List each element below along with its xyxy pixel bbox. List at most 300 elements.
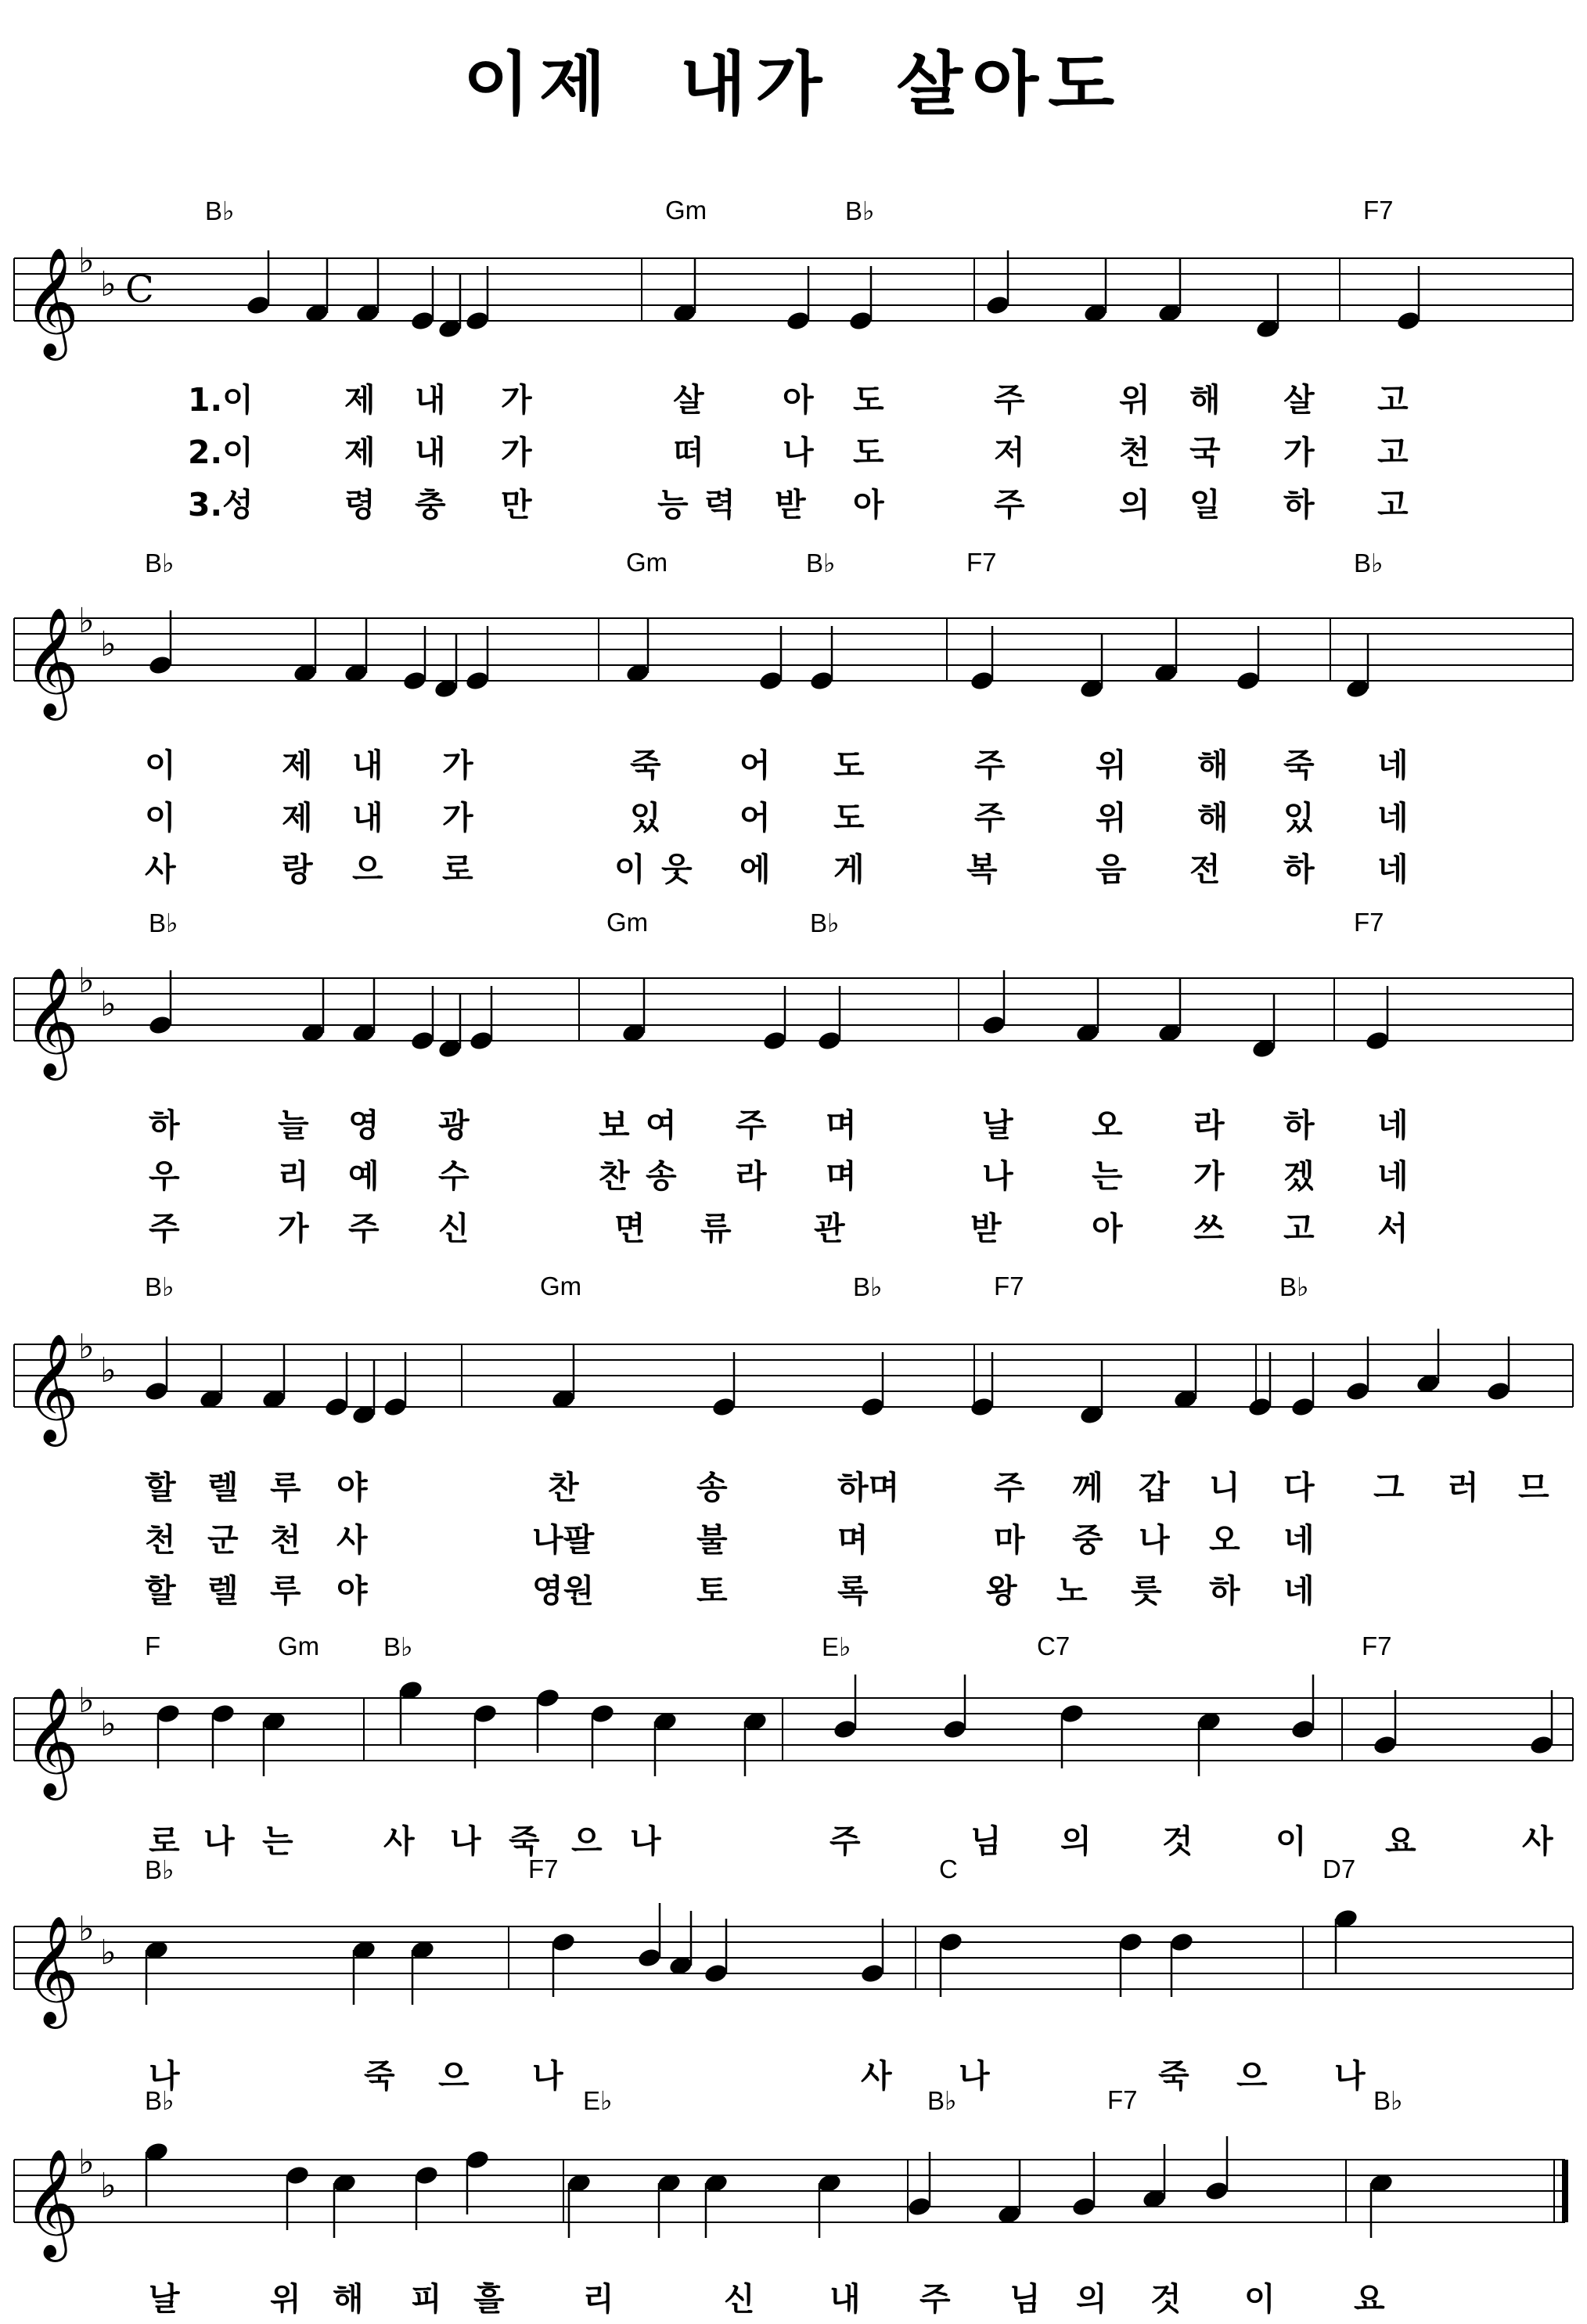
note-head — [382, 1396, 408, 1418]
key-signature-flat-icon: ♭ — [100, 2166, 117, 2206]
lyric-syllable: 국 — [1189, 434, 1221, 471]
lyric-syllable: 주 — [829, 1822, 861, 1860]
lyric-syllable: 네 — [1377, 1157, 1409, 1195]
lyric-line — [0, 1150, 1587, 1195]
note-head — [284, 2164, 310, 2186]
chord-symbol: E♭ — [822, 1632, 851, 1661]
lyric-syllable: 제 — [282, 799, 313, 836]
lyric-syllable: 제 — [282, 746, 313, 784]
chord-symbol: B♭ — [1279, 1272, 1309, 1301]
lyric-syllable: 루 — [270, 1572, 301, 1610]
chord-symbol: F7 — [1362, 1631, 1392, 1660]
chord-symbol: B♭ — [145, 1272, 175, 1301]
lyric-syllable: 보 — [599, 1106, 630, 1144]
lyric-syllable: 주 — [974, 746, 1006, 784]
lyric-syllable: 것 — [1150, 2280, 1182, 2318]
lyric-syllable: 죽 — [630, 746, 661, 784]
note-head — [323, 1396, 349, 1418]
lyric-line — [0, 844, 1587, 888]
lyric-syllable: 랑 — [282, 851, 313, 888]
lyric-syllable: 어 — [740, 746, 771, 784]
lyric-line — [0, 374, 1587, 419]
lyric-syllable: 제 — [344, 381, 376, 419]
lyric-syllable: 살 — [673, 381, 704, 419]
lyric-syllable: 예 — [348, 1157, 380, 1195]
note-head — [1168, 1931, 1194, 1953]
lyric-syllable: 해 — [1189, 381, 1221, 419]
lyric-syllable: 사 — [145, 851, 176, 888]
lyric-syllable: 죽 — [1283, 746, 1315, 784]
key-signature-flat-icon: ♭ — [78, 1327, 95, 1367]
lyric-syllable: 는 — [262, 1822, 293, 1860]
lyric-syllable: 네 — [1283, 1572, 1315, 1610]
lyric-syllable: 하 — [1283, 486, 1315, 523]
lyric-syllable: 리 — [583, 2280, 614, 2318]
lyric-line — [0, 2050, 1587, 2095]
lyric-syllable: 니 — [1209, 1469, 1240, 1506]
key-signature-flat-icon: ♭ — [78, 1681, 95, 1721]
note-head — [981, 1014, 1006, 1036]
staff-system — [14, 961, 1573, 1081]
lyric-syllable: 그 — [1373, 1469, 1405, 1506]
treble-clef-icon: 𝄞 — [23, 967, 79, 1076]
lyric-syllable: 군 — [207, 1521, 239, 1559]
lyric-syllable: 네 — [1377, 1106, 1409, 1144]
lyric-syllable: 마 — [994, 1521, 1025, 1559]
lyric-line — [0, 1514, 1587, 1559]
lyric-syllable: 의 — [1119, 486, 1150, 523]
note-head — [1528, 1734, 1554, 1756]
lyric-syllable: 요 — [1354, 2280, 1385, 2318]
note-head — [636, 1947, 662, 1969]
lyric-syllable: 제 — [344, 434, 376, 471]
lyric-syllable: 며 — [837, 1521, 869, 1559]
lyric-syllable: 받 — [970, 1210, 1002, 1247]
lyric-syllable: 네 — [1283, 1521, 1315, 1559]
lyric-syllable: 나 — [532, 2057, 563, 2095]
treble-clef-icon: 𝄞 — [23, 1687, 79, 1796]
lyric-line — [0, 1203, 1587, 1247]
lyric-syllable: 나 — [959, 2057, 990, 2095]
chord-symbol: Gm — [278, 1631, 320, 1660]
lyric-syllable: 는 — [1092, 1157, 1123, 1195]
lyric-syllable: 러 — [1448, 1469, 1479, 1506]
lyric-syllable: 루 — [270, 1469, 301, 1506]
lyric-syllable: 송 — [696, 1469, 728, 1506]
note-head — [808, 670, 834, 692]
note-head — [1204, 2180, 1229, 2202]
lyric-syllable: 1.이 — [188, 381, 254, 419]
lyric-line — [0, 1099, 1587, 1144]
lyric-syllable: 전 — [1189, 851, 1221, 888]
lyric-syllable: 주 — [974, 799, 1006, 836]
treble-clef-icon: 𝄞 — [23, 1916, 79, 2024]
chord-symbol: E♭ — [583, 2086, 613, 2115]
lyric-syllable: 영 — [348, 1106, 380, 1144]
lyric-syllable: 라 — [1193, 1106, 1225, 1144]
lyric-syllable: 2.이 — [188, 434, 254, 471]
lyric-syllable: 력 — [704, 486, 736, 523]
chord-symbol: F7 — [528, 1855, 559, 1883]
lyric-syllable: 할 — [145, 1572, 176, 1610]
chord-symbol: B♭ — [149, 908, 178, 937]
lyric-syllable: 여 — [646, 1106, 677, 1144]
lyric-syllable: 령 — [344, 486, 376, 523]
note-head — [464, 310, 490, 332]
note-head — [409, 1030, 435, 1052]
note-head — [711, 1396, 736, 1418]
lyric-syllable: 우 — [149, 1157, 180, 1195]
lyric-syllable: 죽 — [509, 1822, 540, 1860]
lyric-line — [0, 792, 1587, 836]
note-head — [1235, 670, 1261, 692]
lyric-syllable: 천 — [145, 1521, 176, 1559]
lyric-syllable: 이 — [1276, 1822, 1307, 1860]
lyric-syllable: 웃 — [661, 851, 693, 888]
chord-symbol: B♭ — [845, 196, 875, 225]
lyric-syllable: 나팔 — [532, 1521, 595, 1559]
note-head — [1059, 1703, 1085, 1725]
chord-symbol: F7 — [1363, 196, 1394, 225]
lyric-line — [0, 1565, 1587, 1610]
treble-clef-icon: 𝄞 — [23, 1333, 79, 1442]
lyric-syllable: 살 — [1283, 381, 1315, 419]
note-head — [413, 2164, 439, 2186]
note-head — [464, 670, 490, 692]
note-head — [941, 1718, 967, 1740]
lyric-syllable: 렐 — [207, 1572, 239, 1610]
lyric-syllable: 면 — [614, 1210, 646, 1247]
lyric-syllable: 하 — [149, 1106, 180, 1144]
note-head — [1485, 1380, 1511, 1402]
lyric-syllable: 오 — [1209, 1521, 1240, 1559]
lyric-syllable: 하 — [1283, 1106, 1315, 1144]
lyric-syllable: 어 — [740, 799, 771, 836]
lyric-syllable: 께 — [1072, 1469, 1103, 1506]
lyric-syllable: 서 — [1377, 1210, 1409, 1247]
lyric-syllable: 해 — [333, 2280, 364, 2318]
key-signature-flat-icon: ♭ — [100, 1351, 117, 1390]
lyric-syllable: 가 — [442, 799, 473, 836]
note-head — [1117, 1931, 1143, 1953]
note-head — [1372, 1734, 1398, 1756]
note-head — [1290, 1718, 1315, 1740]
lyric-syllable: 할 — [145, 1469, 176, 1506]
lyric-syllable: 네 — [1377, 746, 1409, 784]
key-signature-flat-icon: ♭ — [100, 624, 117, 664]
lyric-syllable: 님 — [970, 1822, 1002, 1860]
lyric-syllable: 위 — [1096, 799, 1127, 836]
chord-symbol: F7 — [1107, 2085, 1138, 2114]
lyric-syllable: 나 — [149, 2057, 180, 2095]
note-head — [984, 294, 1010, 316]
chord-symbol: B♭ — [145, 549, 175, 577]
time-signature: C — [125, 268, 154, 311]
lyric-syllable: 이 — [145, 746, 176, 784]
lyric-syllable: 도 — [833, 799, 865, 836]
lyric-syllable: 위 — [1096, 746, 1127, 784]
note-head — [1290, 1396, 1315, 1418]
lyric-syllable: 내 — [415, 381, 446, 419]
lyric-syllable: 나 — [450, 1822, 481, 1860]
lyric-syllable: 충 — [415, 486, 446, 523]
chord-symbol: B♭ — [1373, 2086, 1403, 2115]
chord-symbol: C7 — [1037, 1631, 1071, 1660]
note-head — [816, 1030, 842, 1052]
lyric-syllable: 도 — [853, 434, 884, 471]
lyric-syllable: 피 — [411, 2280, 442, 2318]
lyric-syllable: 중 — [1072, 1521, 1103, 1559]
lyric-syllable: 내 — [415, 434, 446, 471]
lyric-syllable: 으 — [352, 851, 383, 888]
chord-symbol: C — [939, 1855, 958, 1883]
chord-symbol: B♭ — [145, 1855, 175, 1884]
note-head — [143, 1380, 169, 1402]
lyric-syllable: 찬 — [548, 1469, 579, 1506]
note-head — [906, 2196, 932, 2218]
lyric-syllable: 죽 — [364, 2057, 395, 2095]
lyric-syllable: 나 — [203, 1822, 235, 1860]
lyric-syllable: 록 — [837, 1572, 869, 1610]
lyric-syllable: 나 — [982, 1157, 1013, 1195]
lyric-syllable: 사 — [861, 2057, 892, 2095]
lyric-syllable: 며 — [826, 1157, 857, 1195]
lyric-syllable: 고 — [1283, 1210, 1315, 1247]
lyric-syllable: 가 — [501, 434, 532, 471]
lyric-syllable: 나 — [783, 434, 814, 471]
lyric-syllable: 므 — [1518, 1469, 1549, 1506]
lyric-syllable: 고 — [1377, 434, 1409, 471]
lyric-syllable: 가 — [1193, 1157, 1225, 1195]
staff-system — [14, 2136, 1565, 2262]
key-signature-flat-icon: ♭ — [100, 984, 117, 1024]
lyric-syllable: 받 — [775, 486, 806, 523]
lyric-syllable: 아 — [783, 381, 814, 419]
lyric-syllable: 위 — [270, 2280, 301, 2318]
lyric-syllable: 주 — [994, 1469, 1025, 1506]
lyric-syllable: 도 — [833, 746, 865, 784]
lyric-syllable: 야 — [336, 1469, 368, 1506]
chord-symbol: B♭ — [145, 2086, 175, 2115]
lyric-syllable: 노 — [1056, 1572, 1088, 1610]
lyric-line — [0, 479, 1587, 523]
lyric-syllable: 주 — [348, 1210, 380, 1247]
chord-symbol: F7 — [966, 548, 997, 577]
note-head — [758, 670, 783, 692]
note-head — [859, 1396, 885, 1418]
lyric-syllable: 님 — [1009, 2280, 1041, 2318]
lyric-syllable: 떠 — [673, 434, 704, 471]
note-head — [468, 1030, 494, 1052]
lyric-syllable: 쓰 — [1193, 1210, 1225, 1247]
lyric-syllable: 의 — [1076, 2280, 1107, 2318]
note-head — [210, 1703, 236, 1725]
lyric-syllable: 게 — [833, 851, 865, 888]
chord-symbol: Gm — [626, 548, 668, 577]
lyric-syllable: 불 — [696, 1521, 728, 1559]
note-head — [589, 1703, 615, 1725]
lyric-syllable: 사 — [383, 1822, 415, 1860]
lyric-syllable: 것 — [1162, 1822, 1193, 1860]
lyric-syllable: 천 — [270, 1521, 301, 1559]
chord-symbol: Gm — [606, 908, 649, 937]
note-head — [550, 1931, 576, 1953]
lyric-syllable: 흘 — [473, 2280, 505, 2318]
lyric-syllable: 내 — [352, 746, 383, 784]
lyric-syllable: 릇 — [1131, 1572, 1162, 1610]
note-head — [761, 1030, 787, 1052]
lyric-syllable: 주 — [994, 381, 1025, 419]
lyric-line — [0, 1462, 1587, 1506]
staff-system — [14, 1327, 1573, 1447]
staff-system — [14, 241, 1573, 361]
chord-symbol: B♭ — [853, 1272, 883, 1301]
chord-symbol: Gm — [665, 196, 707, 225]
lyric-syllable: 네 — [1377, 851, 1409, 888]
note-head — [534, 1687, 560, 1709]
lyric-syllable: 이 — [145, 799, 176, 836]
note-head — [147, 654, 173, 676]
lyric-syllable: 3.성 — [188, 486, 254, 523]
lyric-syllable: 리 — [278, 1157, 309, 1195]
note-head — [1364, 1030, 1390, 1052]
note-head — [1071, 2196, 1096, 2218]
lyric-syllable: 주 — [994, 486, 1025, 523]
lyric-line — [0, 739, 1587, 784]
chord-symbol: B♭ — [205, 196, 235, 225]
note-head — [832, 1718, 858, 1740]
lyric-syllable: 나 — [1334, 2057, 1366, 2095]
staff-system — [14, 601, 1573, 721]
lyric-syllable: 송 — [646, 1157, 677, 1195]
lyric-syllable: 나 — [630, 1822, 661, 1860]
staff-system — [14, 1903, 1573, 2029]
lyric-syllable: 늘 — [278, 1106, 309, 1144]
lyric-syllable: 저 — [994, 434, 1025, 471]
key-signature-flat-icon: ♭ — [100, 1933, 117, 1973]
lyric-syllable: 해 — [1197, 746, 1229, 784]
lyric-syllable: 내 — [352, 799, 383, 836]
lyric-syllable: 음 — [1096, 851, 1127, 888]
song-title: 이제 내가 살아도 — [462, 44, 1125, 124]
lyric-syllable: 주 — [736, 1106, 767, 1144]
lyric-syllable: 하 — [1283, 851, 1315, 888]
lyric-syllable: 복 — [966, 851, 998, 888]
lyric-line — [0, 1815, 1587, 1860]
note-head — [703, 1962, 729, 1984]
chord-symbol: B♭ — [383, 1632, 413, 1661]
note-head — [785, 310, 811, 332]
lyric-syllable: 의 — [1060, 1822, 1092, 1860]
note-head — [245, 294, 271, 316]
lyric-syllable: 영원 — [532, 1572, 595, 1610]
chord-symbol: F7 — [994, 1272, 1024, 1301]
chord-symbol: F7 — [1354, 908, 1384, 937]
key-signature-flat-icon: ♭ — [78, 1909, 95, 1949]
lyric-syllable: 있 — [1283, 799, 1315, 836]
chord-symbol: B♭ — [806, 549, 836, 577]
lyric-syllable: 며 — [826, 1106, 857, 1144]
lyric-syllable: 오 — [1092, 1106, 1123, 1144]
lyric-syllable: 수 — [438, 1157, 470, 1195]
lyric-syllable: 만 — [501, 486, 532, 523]
lyric-syllable: 날 — [982, 1106, 1013, 1144]
note-head — [847, 310, 873, 332]
note-head — [1344, 1380, 1370, 1402]
note-head — [1247, 1396, 1272, 1418]
lyric-syllable: 천 — [1119, 434, 1150, 471]
note-head — [859, 1962, 885, 1984]
staff-system — [14, 1675, 1573, 1801]
lyric-syllable: 고 — [1377, 486, 1409, 523]
key-signature-flat-icon: ♭ — [100, 264, 117, 304]
note-head — [969, 1396, 995, 1418]
lyric-syllable: 아 — [1092, 1210, 1123, 1247]
lyric-syllable: 하 — [1209, 1572, 1240, 1610]
key-signature-flat-icon: ♭ — [100, 1704, 117, 1744]
lyric-syllable: 날 — [149, 2280, 180, 2318]
lyric-syllable: 능 — [657, 486, 689, 523]
lyric-syllable: 이 — [614, 851, 646, 888]
chord-symbol: B♭ — [810, 908, 840, 937]
lyric-syllable: 사 — [1522, 1822, 1553, 1860]
note-head — [147, 1014, 173, 1036]
treble-clef-icon: 𝄞 — [23, 607, 79, 716]
lyric-syllable: 위 — [1119, 381, 1150, 419]
lyric-syllable: 주 — [919, 2280, 951, 2318]
lyric-syllable: 라 — [736, 1157, 767, 1195]
lyric-syllable: 으 — [438, 2057, 470, 2095]
lyric-syllable: 이 — [1244, 2280, 1276, 2318]
lyric-syllable: 가 — [442, 746, 473, 784]
note-head — [155, 1703, 181, 1725]
chord-symbol: Gm — [540, 1272, 582, 1301]
lyric-syllable: 렐 — [207, 1469, 239, 1506]
lyric-syllable: 사 — [336, 1521, 368, 1559]
lyric-syllable: 가 — [1283, 434, 1315, 471]
lyric-syllable: 류 — [700, 1210, 732, 1247]
lyric-syllable: 죽 — [1158, 2057, 1189, 2095]
note-head — [937, 1931, 963, 1953]
treble-clef-icon: 𝄞 — [23, 247, 79, 356]
lyric-line — [0, 426, 1587, 471]
chord-symbol: F — [145, 1631, 161, 1660]
treble-clef-icon: 𝄞 — [23, 2149, 79, 2257]
chord-symbol: B♭ — [927, 2086, 957, 2115]
lyric-syllable: 하며 — [837, 1469, 900, 1506]
key-signature-flat-icon: ♭ — [78, 601, 95, 641]
key-signature-flat-icon: ♭ — [78, 241, 95, 281]
lyric-syllable: 네 — [1377, 799, 1409, 836]
lyric-syllable: 내 — [829, 2280, 861, 2318]
lyric-syllable: 요 — [1385, 1822, 1416, 1860]
lyric-syllable: 로 — [442, 851, 473, 888]
lyric-syllable: 겠 — [1283, 1157, 1315, 1195]
lyric-syllable: 토 — [696, 1572, 728, 1610]
lyric-syllable: 찬 — [599, 1157, 630, 1195]
note-head — [472, 1703, 498, 1725]
note-head — [401, 670, 427, 692]
lyric-syllable: 으 — [1236, 2057, 1268, 2095]
lyric-syllable: 신 — [724, 2280, 755, 2318]
chord-symbol: D7 — [1322, 1855, 1356, 1883]
lyric-syllable: 가 — [278, 1210, 309, 1247]
lyric-syllable: 관 — [814, 1210, 845, 1247]
lyric-syllable: 신 — [438, 1210, 470, 1247]
lyric-syllable: 도 — [853, 381, 884, 419]
note-head — [969, 670, 995, 692]
lyric-syllable: 해 — [1197, 799, 1229, 836]
